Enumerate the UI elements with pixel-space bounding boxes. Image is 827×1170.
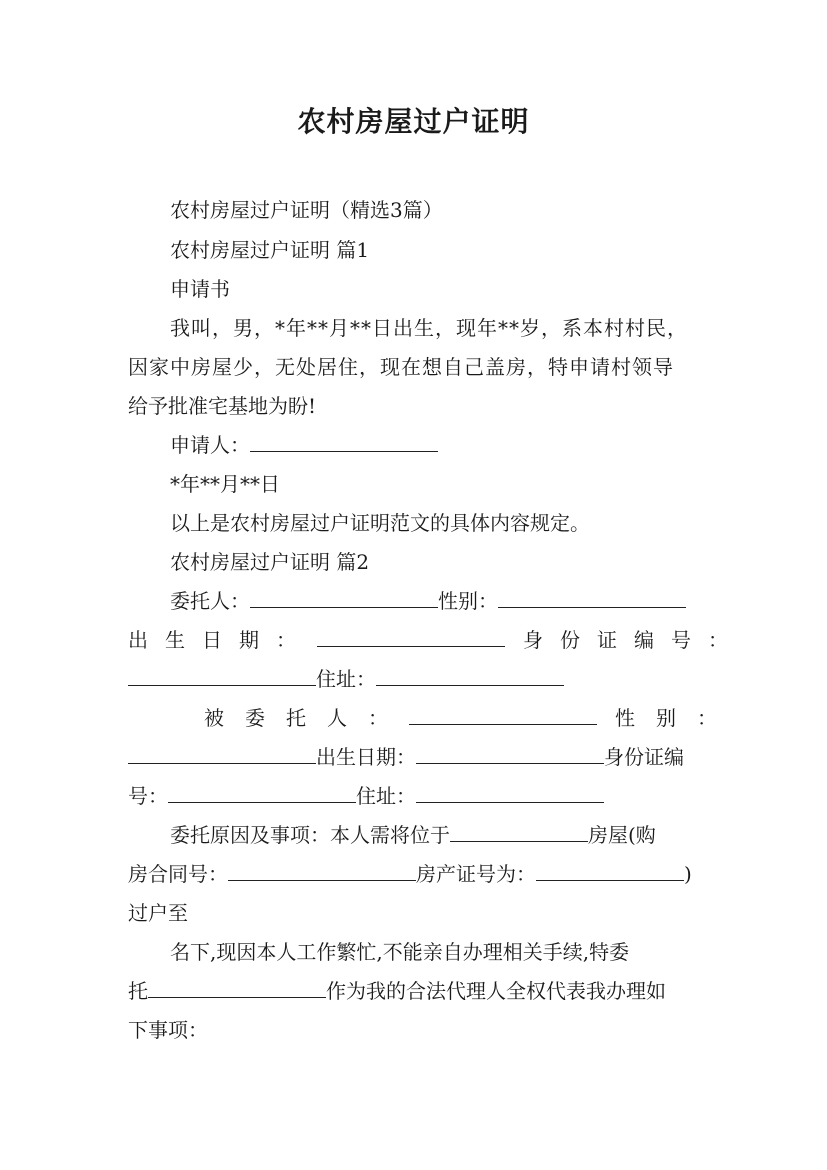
principal-address-row (128, 667, 564, 691)
agent-label: 被委托人： (204, 706, 409, 730)
matter-line4: 名下,现因本人工作繁忙,不能亲自办理相关手续,特委 (170, 940, 630, 964)
agent-name-blank (148, 979, 326, 998)
matter-line3: 过户至 (128, 901, 188, 925)
part1-body-line1: 我叫，男，*年**月**日出生，现年**岁，系本村村民， (170, 316, 688, 340)
agent-gender-blank (128, 745, 316, 764)
agent-birth-label: 出生日期： (316, 745, 416, 769)
matter-line2-close-paren: ) (684, 862, 692, 886)
part1-body-line2: 因家中房屋少，无处居住，现在想自己盖房，特申请村领导 (128, 355, 674, 379)
property-location-blank (450, 823, 588, 842)
deed-number-blank (536, 862, 684, 881)
principal-birth-row (128, 628, 745, 652)
agent-address-label: 住址： (356, 784, 416, 808)
matter-line2 (128, 862, 692, 886)
principal-id-label: 身份证编号： (523, 628, 745, 652)
matter-line6: 下事项： (128, 1018, 208, 1042)
part1-heading: 农村房屋过户证明 篇1 (170, 238, 370, 262)
principal-label: 委托人： (170, 589, 250, 613)
matter-line1-text-a: 委托原因及事项：本人需将位于 (170, 823, 450, 847)
matter-line5 (128, 979, 666, 1003)
agent-row (204, 706, 738, 730)
part1-date: *年**月**日 (170, 472, 280, 496)
agent-gender-label: 性别： (615, 706, 738, 730)
principal-address-label: 住址： (316, 667, 376, 691)
applicant-label: 申请人： (170, 433, 250, 457)
principal-birth-label: 出生日期： (128, 628, 313, 652)
contract-number-label: 房合同号： (128, 862, 228, 886)
principal-gender-label: 性别： (438, 589, 498, 613)
agent-address-row (128, 784, 604, 808)
agent-id-label-part2: 号： (128, 784, 168, 808)
principal-blank (250, 589, 438, 608)
matter-line1 (170, 823, 656, 847)
agent-blank (409, 706, 597, 725)
part1-closing: 以上是农村房屋过户证明范文的具体内容规定。 (170, 511, 590, 535)
principal-gender-blank (498, 589, 686, 608)
agent-id-label-part1: 身份证编 (604, 745, 684, 769)
principal-address-blank (376, 667, 564, 686)
intro-line: 农村房屋过户证明（精选3篇） (170, 198, 443, 222)
matter-line5-text-a: 托 (128, 979, 148, 1003)
document-title: 农村房屋过户证明 (297, 105, 530, 138)
part2-heading: 农村房屋过户证明 篇2 (170, 550, 370, 574)
part1-subheading: 申请书 (170, 277, 230, 301)
applicant-blank (250, 433, 438, 452)
agent-birth-row (128, 745, 684, 769)
agent-id-blank (168, 784, 356, 803)
principal-birth-blank (317, 628, 505, 647)
agent-birth-blank (416, 745, 604, 764)
applicant-row (170, 433, 438, 457)
agent-address-blank (416, 784, 604, 803)
part1-body-line3: 给予批准宅基地为盼! (128, 394, 317, 418)
principal-id-blank (128, 667, 316, 686)
deed-number-label: 房产证号为： (416, 862, 536, 886)
principal-row (170, 589, 686, 613)
contract-number-blank (228, 862, 416, 881)
matter-line1-text-b: 房屋(购 (588, 823, 656, 847)
matter-line5-text-b: 作为我的合法代理人全权代表我办理如 (326, 979, 666, 1003)
